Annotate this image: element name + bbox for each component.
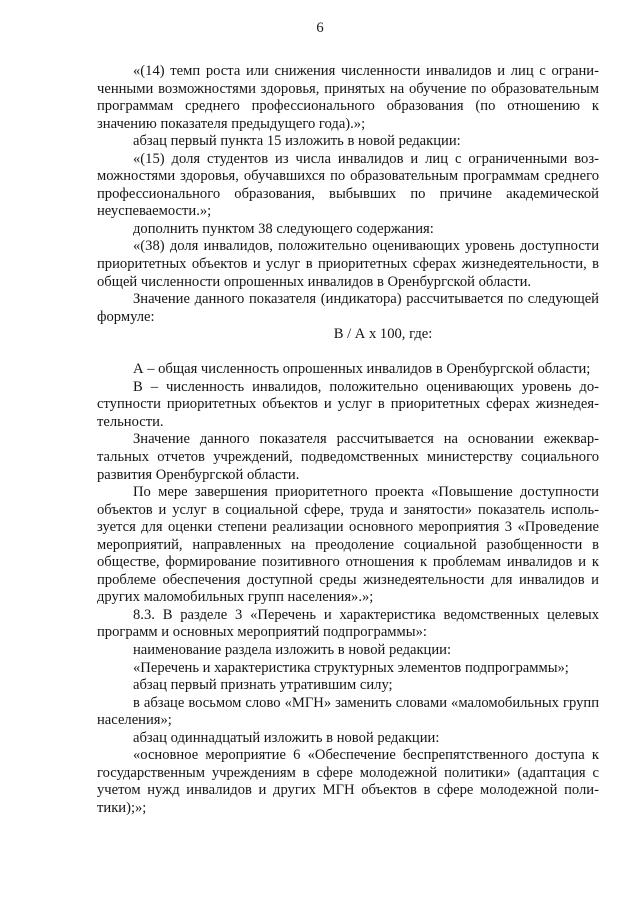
paragraph: «Перечень и характеристика структурных элементов подпрограммы»; [133,659,569,676]
formula: В / А х 100, где: [333,326,433,343]
paragraph: «(15) доля студентов из числа инвалидов и лиц с ограниченными возможностями здоровья, обучавшихся по образовательным программам среднего профессионального образования, выбывших по причине академической неуспеваемости.»; [97,150,599,220]
paragraph: Значение данного показателя (индикатора) рассчитывается по следующей формуле: [97,291,599,325]
paragraph: в абзаце восьмом слово «МГН» заменить словами «маломобильных групп населения»; [97,694,599,729]
paragraph: По мере завершения приоритетного проекта «Повышение доступности объектов и услуг в социальной сфере, труда и занятости» показатель используется для оценки степени реализации основного мероприятия 3 «Проведение мероприятий, направленных на преодоление социальной разобщенности в обществе, формирование позитивного отношения к проблемам инвалидов и к проблеме обеспечения доступной среды жизнедеятельности для инвалидов и других маломобильных групп населения».»; [97,484,599,606]
paragraph: «(14) темп роста или снижения численности инвалидов и лиц с ограниченными возможностями здоровья, принятых на обучение по образовательным программам среднего профессионального образования (по отношению к значению показателя предыдущего года).»; [97,63,599,132]
paragraph: Значение данного показателя рассчитывается на основании ежеквартальных отчетов учреждений, подведомственных министерству социального развития Оренбургской области. [97,431,599,483]
paragraph: В – численность инвалидов, положительно оценивающих уровень доступности приоритетных объектов и услуг в приоритетных сферах жизнедеятельности. [97,378,599,430]
paragraph: 8.3. В разделе 3 «Перечень и характеристика ведомственных целевых программ и основных мероприятий подпрограммы»: [97,606,599,641]
paragraph: «(38) доля инвалидов, положительно оценивающих уровень доступности приоритетных объектов и услуг в приоритетных сферах жизнедеятельности, в общей численности опрошенных инвалидов в Оренбургской области. [97,238,599,290]
paragraph: А – общая численность опрошенных инвалидов в Оренбургской области; [133,361,591,378]
paragraph: абзац первый пункта 15 изложить в новой редакции: [133,133,461,150]
paragraph: дополнить пунктом 38 следующего содержания: [133,220,434,237]
paragraph: абзац первый признать утратившим силу; [133,677,393,694]
paragraph: «основное мероприятие 6 «Обеспечение беспрепятственного доступа к государственным учреждениям в сфере молодежной политики» (адаптация с учетом нужд инвалидов и других МГН объектов в сфере молодежной политики);»; [97,747,599,816]
document-body [97,63,599,817]
paragraph: наименование раздела изложить в новой редакции: [133,642,452,658]
page-number: 6 [316,20,324,36]
paragraph: абзац одиннадцатый изложить в новой редакции: [133,729,440,746]
